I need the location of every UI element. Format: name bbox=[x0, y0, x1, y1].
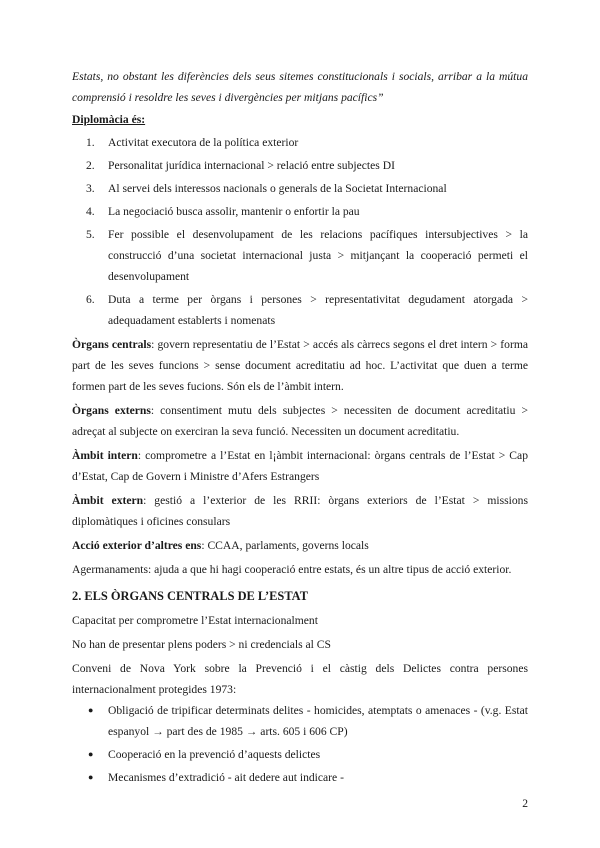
section-line: Capacitat per comprometre l’Estat internacionalment bbox=[72, 614, 318, 627]
list-item: 4. La negociació busca assolir, mantenir o enfortir la pau bbox=[86, 205, 360, 218]
conveni-bullet-list bbox=[72, 700, 528, 788]
diplomacia-list bbox=[72, 132, 528, 331]
list-item: ● Cooperació en la prevenció d’aquests delictes bbox=[72, 744, 528, 765]
paragraph-ambit-extern: Àmbit extern: gestió a l’exterior de les RRII: òrgans exteriors de l’Estat > missions diplomàtiques i oficines consulars bbox=[72, 494, 528, 528]
intro-quote: Estats, no obstant les diferències dels seus sitemes constitucionals i socials, arribar a la mútua comprensió i resoldre les seves i divergències per mitjans pacífics” bbox=[72, 70, 528, 104]
section-title: 2. ELS ÒRGANS CENTRALS DE L’ESTAT bbox=[72, 589, 308, 603]
list-item: 3. Al servei dels interessos nacionals o generals de la Societat Internacional bbox=[86, 182, 447, 195]
document-page bbox=[72, 66, 528, 790]
paragraph-accio-exterior: Acció exterior d’altres ens: CCAA, parlaments, governs locals bbox=[72, 539, 369, 552]
bullet-icon: ● bbox=[88, 705, 94, 715]
list-item: 2. Personalitat jurídica internacional > relació entre subjectes DI bbox=[86, 159, 395, 172]
list-item: ● Mecanismes d’extradició - ait dedere aut indicare - bbox=[72, 767, 528, 788]
list-item: 5. Fer possible el desenvolupament de les relacions pacífiques intersubjectives > la construcció d’una societat internacional justa > mitjançant la cooperació permeti el desenvolupament bbox=[86, 228, 528, 283]
page-number: 2 bbox=[522, 797, 528, 810]
list-item: 6. Duta a terme per òrgans i persones > representativitat degudament atorgada > adequadament establerts i nomenats bbox=[86, 293, 528, 327]
list-item: 1. Activitat executora de la política exterior bbox=[86, 136, 299, 149]
list-item: ● Obligació de tripificar determinats delites - homicides, atemptats o amenaces - (v.g. Estat espanyol → part des de 1985 → arts. 605 i 606 CP) bbox=[72, 700, 528, 742]
paragraph-organs-centrals: Òrgans centrals: govern representatiu de l’Estat > accés als càrrecs segons el dret intern > forma part de les seves funcions > sense document acreditatiu ad hoc. L’activitat que duen a terme formen part de les seves fucions. Són els de l’àmbit intern. bbox=[72, 338, 528, 393]
paragraph-ambit-intern: Àmbit intern: comprometre a l’Estat en l¡àmbit internacional: òrgans centrals de l’Estat > Cap d’Estat, Cap de Govern i Ministre d’Afers Estrangers bbox=[72, 449, 528, 483]
diplomacia-heading: Diplomàcia és: bbox=[72, 113, 146, 126]
paragraph-agermanaments: Agermanaments: ajuda a que hi hagi cooperació entre estats, és un altre tipus de acció exterior. bbox=[72, 563, 512, 576]
section-line: No han de presentar plens poders > ni credencials al CS bbox=[72, 638, 331, 651]
section-line: Conveni de Nova York sobre la Prevenció i el càstig dels Delictes contra persones internacionalment protegides 1973: bbox=[72, 662, 528, 696]
bullet-icon: ● bbox=[88, 772, 94, 782]
bullet-icon: ● bbox=[88, 749, 94, 759]
paragraph-organs-externs: Òrgans externs: consentiment mutu dels subjectes > necessiten de document acreditatiu > adreçat al subjecte on exerciran la seva funció. Necessiten un document acreditatiu. bbox=[72, 404, 528, 438]
